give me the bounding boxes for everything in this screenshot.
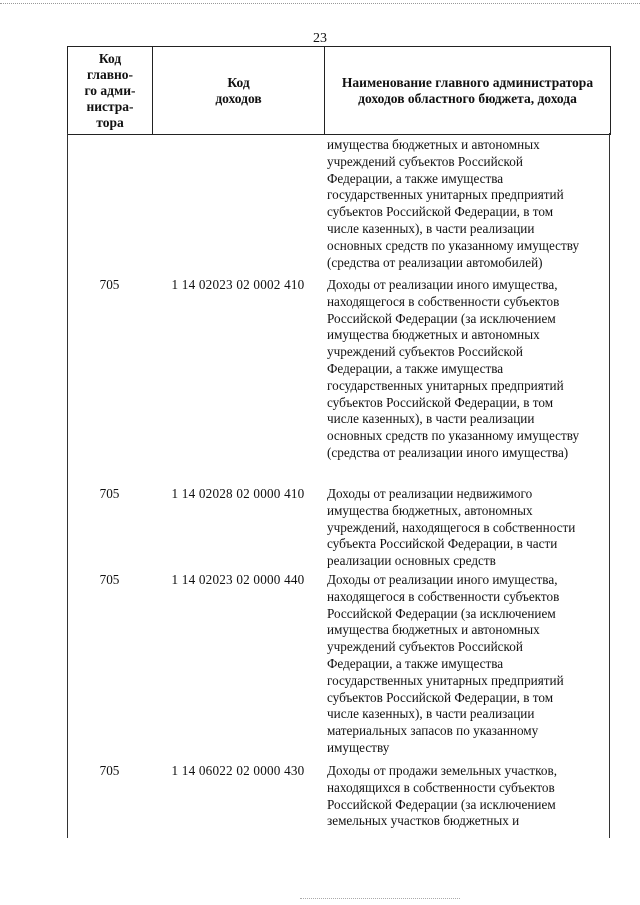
header-income-code-label: Код доходов [215,74,262,106]
row-4-code: 1 14 06022 02 0000 430 [171,763,305,778]
continuation-description: имущества бюджетных и автономных учреждений субъектов Российской Федерации, а также имущества государственных унитарных предприятий субъектов Российской Федерации, в том числе казенных), в части реализации основных средств по указанному имуществу (средства от реализации автомобилей) [327,137,580,270]
row-3-admin: 705 [99,572,120,587]
row-1-description: Доходы от реализации иного имущества, находящегося в собственности субъектов Российской Федерации (за исключением имущества бюджетных и автономных учреждений субъектов Российской Федерации, а также имущества государственных унитарных предприятий субъектов Российской Федерации, в том числе казенных), в части реализации основных средств по указанному имуществу (средства от реализации иного имущества) [327,277,580,460]
row-3-code: 1 14 02023 02 0000 440 [171,572,305,587]
row-3-description: Доходы от реализации иного имущества, находящегося в собственности субъектов Российской Федерации (за исключением имущества бюджетных и автономных учреждений субъектов Российской Федерации, а также имущества государственных унитарных предприятий субъектов Российской Федерации, в том числе казенных), в части реализации материальных запасов по указанному имуществу [327,572,564,755]
row-1-code: 1 14 02023 02 0002 410 [171,277,305,292]
row-1-admin: 705 [99,277,120,292]
row-2-code: 1 14 02028 02 0000 410 [171,486,305,501]
row-2-admin: 705 [99,486,120,501]
scan-top-edge [0,3,640,4]
header-admin-code [68,47,153,134]
row-2-description: Доходы от реализации недвижимого имущества бюджетных, автономных учреждений, находящегося в собственности субъекта Российской Федерации, в части реализации основных средств [327,486,576,569]
header-income-code [153,47,325,134]
row-4-description: Доходы от продажи земельных участков, находящихся в собственности субъектов Российской Федерации (за исключением земельных участков бюджетных и [327,763,558,829]
row-4-admin: 705 [99,763,120,778]
header-name-label: Наименование главного администратора доходов областного бюджета, дохода [341,74,594,106]
table-right-border [609,133,610,838]
header-admin-code-label: Код главно- го адми- нистра- тора [84,50,136,130]
table-header [67,46,611,135]
scan-bottom-edge [300,898,460,899]
page-number: 23 [313,31,327,46]
header-name [325,47,610,134]
